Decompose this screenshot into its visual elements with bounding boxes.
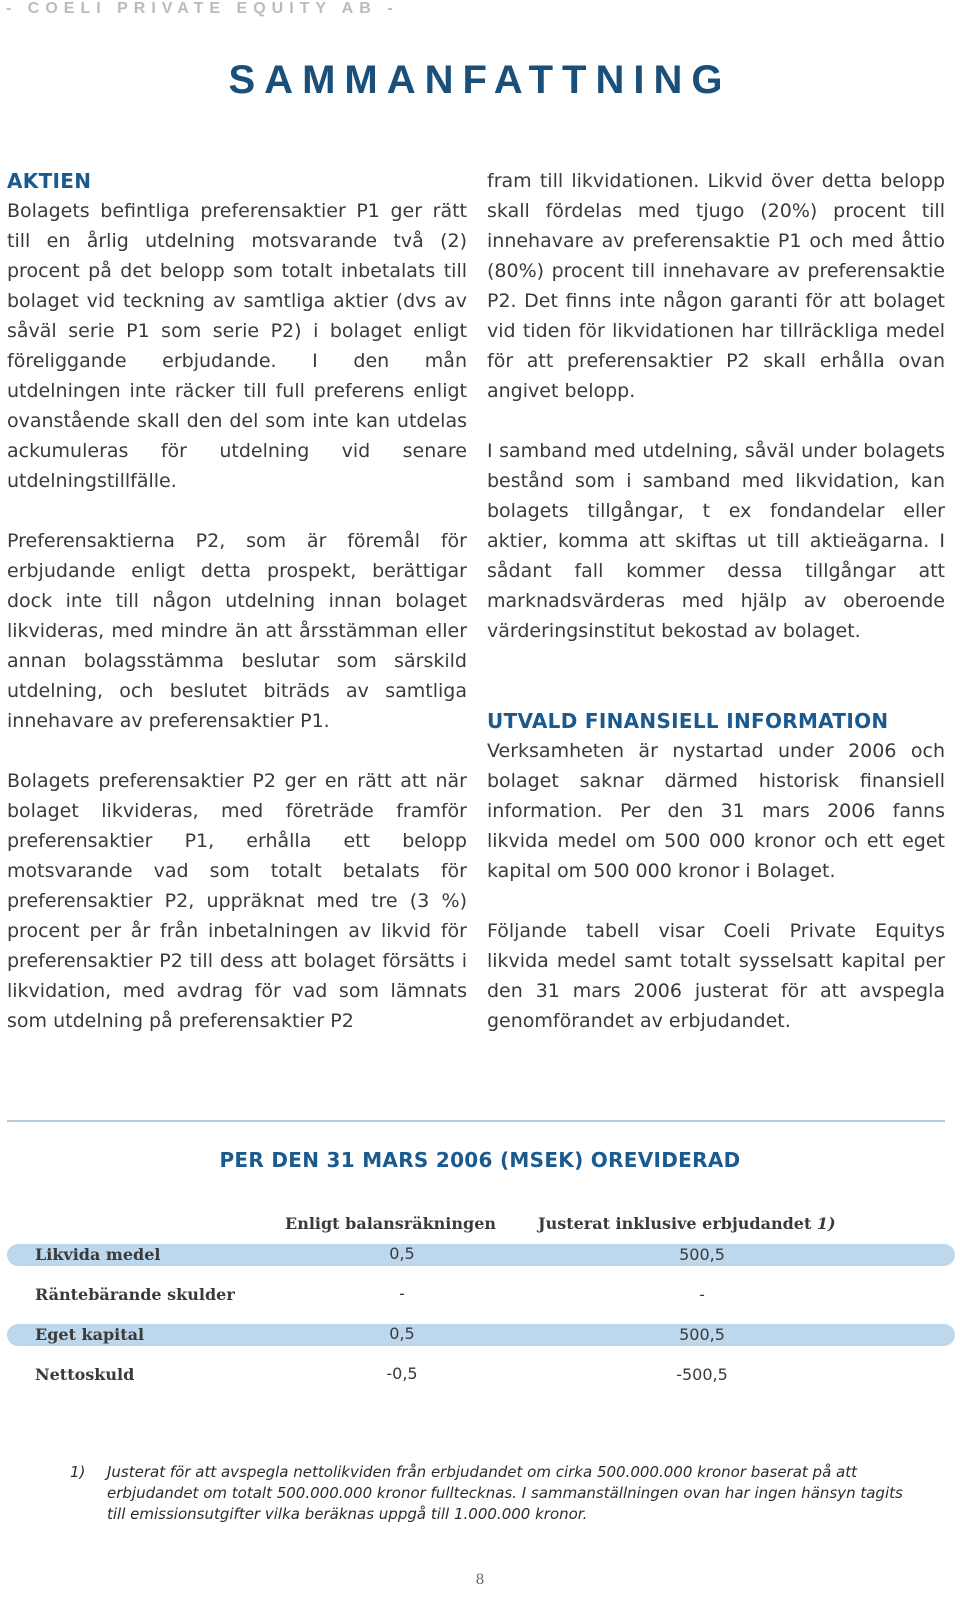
table-row — [7, 1244, 955, 1266]
page-title: SAMMANFATTNING — [228, 58, 732, 102]
row-label: Eget kapital — [35, 1325, 145, 1344]
row-value-adjusted: 500,5 — [679, 1325, 725, 1344]
row-label: Räntebärande skulder — [35, 1285, 235, 1304]
row-label: Nettoskuld — [35, 1365, 135, 1384]
footnote-text: Justerat för att avspegla nettolikviden från erbjudandet om cirka 500.000.000 kronor baserat på att erbjudandet om totalt 500.000.000 kronor fulltecknas. I sammanställningen ovan har ingen hänsyn tagits till emissionsutgifter vilka beräknas uppgå till 1.000.000 kronor. — [107, 1463, 903, 1523]
spacer — [487, 676, 945, 706]
section-heading-financial-info: UTVALD FINANSIELL INFORMATION — [487, 709, 889, 733]
section-heading-aktien: AKTIEN — [7, 169, 92, 193]
row-value-balance: - — [399, 1284, 405, 1303]
paragraph: fram till likvidationen. Likvid över detta belopp skall fördelas med tjugo (20%) procent till innehavare av preferensaktie P1 och med åttio (80%) procent till innehavare av preferensaktie P2. Det finns inte någon garanti för att bolaget vid tiden för likvidationen har tillräckliga medel för att preferensaktier P2 skall erhålla ovan angivet belopp. — [487, 170, 945, 402]
table-row — [7, 1284, 955, 1306]
running-head: - COELI PRIVATE EQUITY AB - — [6, 0, 399, 17]
paragraph: Verksamheten är nystartad under 2006 och bolaget saknar därmed historisk finansiell information. Per den 31 mars 2006 fanns likvida medel om 500 000 kronor och ett eget kapital om 500 000 kronor i Bolaget. — [487, 740, 945, 882]
column-header-adjusted-label: Justerat inklusive erbjudandet — [538, 1214, 812, 1233]
column-header-adjusted — [538, 1214, 836, 1233]
table-title: PER DEN 31 MARS 2006 (MSEK) OREVIDERAD — [219, 1148, 741, 1172]
paragraph: Följande tabell visar Coeli Private Equitys likvida medel samt totalt sysselsatt kapital per den 31 mars 2006 justerat för att avspegla genomförandet av erbjudandet. — [487, 920, 945, 1032]
table-row — [7, 1364, 955, 1386]
paragraph: I samband med utdelning, såväl under bolagets bestånd som i samband med likvidation, kan bolagets tillgångar, t ex fondandelar eller aktier, komma att skiftas ut till aktieägarna. I sådant fall kommer dessa tillgångar att marknadsvärderas med hjälp av oberoende värderingsinstitut bekostad av bolaget. — [487, 440, 945, 642]
row-value-balance: -0,5 — [386, 1364, 418, 1383]
row-label: Likvida medel — [35, 1245, 161, 1264]
section-divider — [7, 1120, 945, 1122]
left-column — [7, 166, 467, 1036]
right-column — [487, 166, 945, 1036]
footnote-reference: 1) — [816, 1214, 836, 1233]
paragraph: Bolagets befintliga preferensaktier P1 ger rätt till en årlig utdelning motsvarande två (2) procent på det belopp som totalt inbetalats till bolaget vid teckning av samtliga aktier (dvs av såväl serie P1 som serie P2) i bolaget enligt föreliggande erbjudande. I den mån utdelningen inte räcker till full preferens enligt ovanstående skall den del som inte kan utdelas ackumuleras för utdelning vid senare utdelningstillfälle. — [7, 200, 467, 492]
row-value-adjusted: - — [699, 1285, 705, 1304]
row-value-adjusted: -500,5 — [676, 1365, 728, 1384]
paragraph: Preferensaktierna P2, som är föremål för erbjudande enligt detta prospekt, berättigar dock inte till någon utdelning innan bolaget likvideras, med mindre än att årsstämman eller annan bolagsstämma beslutar som särskild utdelning, och beslutet biträds av samtliga innehavare av preferensaktier P1. — [7, 530, 467, 732]
row-value-adjusted: 500,5 — [679, 1245, 725, 1264]
row-value-balance: 0,5 — [389, 1324, 415, 1343]
row-value-balance: 0,5 — [389, 1244, 415, 1263]
page-number: 8 — [475, 1572, 485, 1588]
footnote-marker: 1) — [70, 1463, 86, 1481]
column-header-balance-label: Enligt balansräkningen — [285, 1214, 496, 1233]
column-header-balance — [285, 1214, 496, 1233]
table-row — [7, 1324, 955, 1346]
paragraph: Bolagets preferensaktier P2 ger en rätt att när bolaget likvideras, med företräde framför preferensaktier P1, erhålla ett belopp motsvarande vad som totalt betalats för preferensaktier P2, uppräknat med tre (3 %) procent per år från inbetalningen av likvid för preferensaktier P2 till dess att bolaget försätts i likvidation, med avdrag för vad som lämnats som utdelning på preferensaktier P2 — [7, 770, 467, 1032]
